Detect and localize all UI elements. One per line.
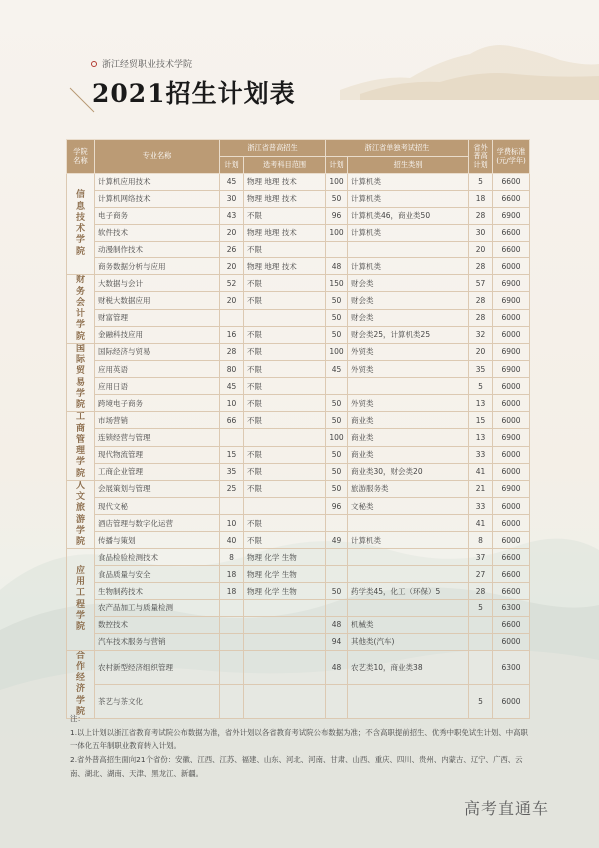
single-plan-cell: 94 (326, 633, 348, 650)
fee-cell: 6000 (493, 633, 530, 650)
outside-plan-cell: 33 (469, 446, 493, 463)
fee-cell: 6900 (493, 292, 530, 309)
table-row (67, 309, 530, 326)
fee-cell: 6000 (493, 463, 530, 480)
table-row (67, 583, 530, 600)
header-subjects: 选考科目范围 (244, 157, 326, 174)
outside-plan-cell: 41 (469, 463, 493, 480)
major-cell: 生物制药技术 (95, 583, 220, 600)
outside-plan-cell: 28 (469, 207, 493, 224)
subjects-cell: 不限 (244, 241, 326, 258)
plan-cell: 35 (220, 463, 244, 480)
fee-cell: 6000 (493, 515, 530, 532)
table-row (67, 600, 530, 617)
fee-cell: 6900 (493, 480, 530, 497)
single-plan-cell: 48 (326, 258, 348, 275)
category-cell: 药学类45，化工（环保）5 (348, 583, 469, 600)
college-name-cell (67, 549, 95, 650)
major-cell: 连锁经营与管理 (95, 429, 220, 446)
major-cell: 大数据与会计 (95, 275, 220, 292)
header-college: 学院 名称 (67, 140, 95, 174)
college-name: 国际贸易学院 (75, 343, 85, 411)
mountain-illustration-top (340, 30, 599, 100)
plan-cell (220, 650, 244, 684)
category-cell (348, 600, 469, 617)
fee-cell: 6000 (493, 532, 530, 549)
plan-cell: 10 (220, 395, 244, 412)
header-plan-single: 计划 (326, 157, 348, 174)
plan-cell: 20 (220, 292, 244, 309)
outside-plan-cell: 33 (469, 497, 493, 514)
major-cell: 跨境电子商务 (95, 395, 220, 412)
college-name: 工商管理学院 (75, 412, 85, 479)
outside-plan-cell: 57 (469, 275, 493, 292)
category-cell: 农艺类10，商业类38 (348, 650, 469, 684)
fee-cell: 6900 (493, 275, 530, 292)
category-cell: 计算机类46，商业类50 (348, 207, 469, 224)
major-cell: 茶艺与茶文化 (95, 684, 220, 718)
table-row (67, 515, 530, 532)
header-fee: 学费标准 (元/学年) (493, 140, 530, 174)
fee-cell: 6000 (493, 446, 530, 463)
college-name: 财务会计学院 (75, 275, 85, 342)
plan-cell: 20 (220, 224, 244, 241)
plan-cell: 20 (220, 258, 244, 275)
table-row (67, 190, 530, 207)
major-cell: 计算机网络技术 (95, 190, 220, 207)
single-plan-cell: 45 (326, 360, 348, 377)
outside-plan-cell (469, 616, 493, 633)
single-plan-cell: 100 (326, 174, 348, 191)
category-cell: 商业类30，财会类20 (348, 463, 469, 480)
major-cell: 现代物流管理 (95, 446, 220, 463)
single-plan-cell (326, 515, 348, 532)
outside-plan-cell: 35 (469, 360, 493, 377)
plan-cell: 18 (220, 566, 244, 583)
subjects-cell: 不限 (244, 292, 326, 309)
category-cell: 商业类 (348, 446, 469, 463)
outside-plan-cell (469, 633, 493, 650)
fee-cell: 6000 (493, 684, 530, 718)
subjects-cell (244, 650, 326, 684)
table-row (67, 633, 530, 650)
single-plan-cell: 50 (326, 583, 348, 600)
fee-cell: 6600 (493, 190, 530, 207)
subjects-cell: 不限 (244, 446, 326, 463)
subjects-cell (244, 429, 326, 446)
header-category: 招生类别 (348, 157, 469, 174)
fee-cell: 6900 (493, 429, 530, 446)
subjects-cell (244, 633, 326, 650)
category-cell: 其他类(汽车) (348, 633, 469, 650)
plan-cell: 45 (220, 378, 244, 395)
table-row (67, 532, 530, 549)
subjects-cell: 不限 (244, 207, 326, 224)
major-cell: 传播与策划 (95, 532, 220, 549)
subjects-cell: 物理 地理 技术 (244, 174, 326, 191)
plan-cell (220, 429, 244, 446)
outside-plan-cell: 28 (469, 309, 493, 326)
table-row (67, 378, 530, 395)
category-cell: 机械类 (348, 616, 469, 633)
category-cell: 计算机类 (348, 190, 469, 207)
plan-cell (220, 497, 244, 514)
subjects-cell: 不限 (244, 378, 326, 395)
category-cell: 外贸类 (348, 343, 469, 360)
college-name-cell (67, 174, 95, 275)
single-plan-cell: 150 (326, 275, 348, 292)
plan-cell: 66 (220, 412, 244, 429)
category-cell (348, 566, 469, 583)
table-row (67, 360, 530, 377)
major-cell: 农村新型经济组织管理 (95, 650, 220, 684)
fee-cell: 6600 (493, 616, 530, 633)
category-cell: 财会类25，计算机类25 (348, 326, 469, 343)
college-name-cell (67, 343, 95, 412)
fee-cell: 6900 (493, 343, 530, 360)
category-cell: 财会类 (348, 292, 469, 309)
outside-plan-cell: 5 (469, 600, 493, 617)
category-cell: 旅游服务类 (348, 480, 469, 497)
plan-cell: 15 (220, 446, 244, 463)
bullet-circle-icon (91, 61, 97, 67)
single-plan-cell (326, 566, 348, 583)
category-cell: 计算机类 (348, 258, 469, 275)
plan-cell (220, 600, 244, 617)
subjects-cell: 物理 地理 技术 (244, 258, 326, 275)
category-cell: 计算机类 (348, 532, 469, 549)
table-row (67, 258, 530, 275)
subjects-cell: 不限 (244, 275, 326, 292)
college-name-cell (67, 275, 95, 344)
plan-cell: 52 (220, 275, 244, 292)
outside-plan-cell: 41 (469, 515, 493, 532)
table-row (67, 174, 530, 191)
table-row (67, 480, 530, 497)
outside-plan-cell: 18 (469, 190, 493, 207)
major-cell: 应用日语 (95, 378, 220, 395)
college-name: 人文旅游学院 (75, 480, 85, 548)
watermark-text: 高考直通车 (464, 799, 550, 818)
table-row (67, 224, 530, 241)
outside-plan-cell: 37 (469, 549, 493, 566)
fee-cell: 6000 (493, 497, 530, 514)
plan-cell: 26 (220, 241, 244, 258)
outside-plan-cell: 21 (469, 480, 493, 497)
fee-cell: 6600 (493, 224, 530, 241)
table-row (67, 207, 530, 224)
category-cell (348, 378, 469, 395)
note-line-2: 2.省外普高招生面向21个省份：安徽、江西、江苏、福建、山东、河北、河南、甘肃、山西、重庆、四川、贵州、内蒙古、辽宁、广西、云南、湖北、湖南、天津、黑龙江、新疆。 (70, 755, 523, 778)
category-cell: 财会类 (348, 309, 469, 326)
major-cell: 食品检验检测技术 (95, 549, 220, 566)
table-row (67, 395, 530, 412)
fee-cell: 6000 (493, 395, 530, 412)
subjects-cell (244, 497, 326, 514)
major-cell: 食品质量与安全 (95, 566, 220, 583)
outside-plan-cell: 28 (469, 258, 493, 275)
fee-cell: 6000 (493, 378, 530, 395)
fee-cell: 6000 (493, 412, 530, 429)
category-cell: 商业类 (348, 412, 469, 429)
outside-plan-cell: 30 (469, 224, 493, 241)
outside-plan-cell: 5 (469, 684, 493, 718)
subjects-cell: 不限 (244, 463, 326, 480)
subjects-cell: 物理 化学 生物 (244, 583, 326, 600)
header-province-group: 浙江省普高招生 (220, 140, 326, 157)
fee-cell: 6000 (493, 309, 530, 326)
major-cell: 动漫制作技术 (95, 241, 220, 258)
major-cell: 酒店管理与数字化运营 (95, 515, 220, 532)
major-cell: 财富管理 (95, 309, 220, 326)
table-row (67, 292, 530, 309)
header-single-exam-group: 浙江省单独考试招生 (326, 140, 469, 157)
major-cell: 现代文秘 (95, 497, 220, 514)
single-plan-cell (326, 378, 348, 395)
fee-cell: 6900 (493, 207, 530, 224)
subjects-cell: 不限 (244, 395, 326, 412)
outside-plan-cell: 15 (469, 412, 493, 429)
subjects-cell: 不限 (244, 326, 326, 343)
category-cell (348, 515, 469, 532)
major-cell: 汽车技术服务与营销 (95, 633, 220, 650)
plan-cell: 30 (220, 190, 244, 207)
plan-cell (220, 309, 244, 326)
major-cell: 电子商务 (95, 207, 220, 224)
notes-heading: 注： (70, 714, 85, 723)
plan-cell: 43 (220, 207, 244, 224)
plan-cell: 16 (220, 326, 244, 343)
page-title: 2021招生计划表 (92, 79, 296, 108)
single-plan-cell: 100 (326, 224, 348, 241)
major-cell: 应用英语 (95, 360, 220, 377)
category-cell: 外贸类 (348, 360, 469, 377)
major-cell: 财税大数据应用 (95, 292, 220, 309)
single-plan-cell: 100 (326, 429, 348, 446)
outside-plan-cell: 20 (469, 241, 493, 258)
single-plan-cell: 48 (326, 616, 348, 633)
fee-cell: 6600 (493, 549, 530, 566)
fee-cell: 6300 (493, 600, 530, 617)
table-row (67, 616, 530, 633)
subjects-cell (244, 309, 326, 326)
plan-cell (220, 633, 244, 650)
category-cell (348, 549, 469, 566)
single-plan-cell: 50 (326, 292, 348, 309)
category-cell: 财会类 (348, 275, 469, 292)
single-plan-cell (326, 241, 348, 258)
major-cell: 软件技术 (95, 224, 220, 241)
category-cell: 商业类 (348, 429, 469, 446)
category-cell: 外贸类 (348, 395, 469, 412)
table-row (67, 275, 530, 292)
college-name-cell (67, 650, 95, 719)
college-name: 合作经济学院 (75, 650, 85, 717)
outside-plan-cell: 32 (469, 326, 493, 343)
single-plan-cell (326, 549, 348, 566)
single-plan-cell: 48 (326, 650, 348, 684)
subjects-cell: 不限 (244, 532, 326, 549)
single-plan-cell: 96 (326, 207, 348, 224)
major-cell: 会展策划与管理 (95, 480, 220, 497)
plan-cell (220, 616, 244, 633)
note-line-1: 1.以上计划以浙江省教育考试院公布数据为准，省外计划以各省教育考试院公布数据为准；不含高职提前招生、优秀中职免试生计划、中高职一体化五年制职业教育转入计划。 (70, 727, 528, 751)
single-plan-cell: 50 (326, 326, 348, 343)
plan-cell: 40 (220, 532, 244, 549)
header-outside-plan: 省外 普高 计划 (469, 140, 493, 174)
college-name-cell (67, 412, 95, 481)
subjects-cell: 物理 地理 技术 (244, 190, 326, 207)
table-row (67, 326, 530, 343)
single-plan-cell: 50 (326, 463, 348, 480)
category-cell: 文秘类 (348, 497, 469, 514)
plan-cell: 45 (220, 174, 244, 191)
table-row (67, 650, 530, 684)
outside-plan-cell: 27 (469, 566, 493, 583)
notes-section (70, 712, 530, 780)
plan-cell: 18 (220, 583, 244, 600)
single-plan-cell: 96 (326, 497, 348, 514)
major-cell: 计算机应用技术 (95, 174, 220, 191)
category-cell: 计算机类 (348, 224, 469, 241)
fee-cell: 6900 (493, 360, 530, 377)
fee-cell: 6600 (493, 583, 530, 600)
table-body (67, 174, 530, 719)
plan-cell: 28 (220, 343, 244, 360)
plan-cell: 80 (220, 360, 244, 377)
subjects-cell: 不限 (244, 515, 326, 532)
college-name: 应用工程学院 (75, 565, 85, 633)
plan-cell: 25 (220, 480, 244, 497)
table-row (67, 429, 530, 446)
category-cell (348, 241, 469, 258)
single-plan-cell: 50 (326, 446, 348, 463)
outside-plan-cell: 20 (469, 343, 493, 360)
major-cell: 工商企业管理 (95, 463, 220, 480)
college-name-cell (67, 480, 95, 549)
enrollment-plan-table (66, 139, 530, 719)
single-plan-cell: 50 (326, 412, 348, 429)
outside-plan-cell: 28 (469, 292, 493, 309)
school-name-text: 浙江经贸职业技术学院 (102, 60, 193, 70)
major-cell: 农产品加工与质量检测 (95, 600, 220, 617)
header-major: 专业名称 (95, 140, 220, 174)
category-cell: 计算机类 (348, 174, 469, 191)
single-plan-cell: 50 (326, 190, 348, 207)
single-plan-cell (326, 600, 348, 617)
subjects-cell: 物理 地理 技术 (244, 224, 326, 241)
major-cell: 市场营销 (95, 412, 220, 429)
table-row (67, 566, 530, 583)
single-plan-cell: 50 (326, 309, 348, 326)
single-plan-cell: 50 (326, 395, 348, 412)
table-row (67, 446, 530, 463)
fee-cell: 6600 (493, 174, 530, 191)
subjects-cell: 物理 化学 生物 (244, 549, 326, 566)
single-plan-cell: 100 (326, 343, 348, 360)
fee-cell: 6600 (493, 241, 530, 258)
major-cell: 金融科技应用 (95, 326, 220, 343)
major-cell: 商务数据分析与应用 (95, 258, 220, 275)
subjects-cell: 不限 (244, 412, 326, 429)
fee-cell: 6000 (493, 258, 530, 275)
subjects-cell: 不限 (244, 480, 326, 497)
outside-plan-cell: 8 (469, 532, 493, 549)
outside-plan-cell: 13 (469, 429, 493, 446)
table-row (67, 343, 530, 360)
table-row (67, 412, 530, 429)
single-plan-cell: 49 (326, 532, 348, 549)
outside-plan-cell: 28 (469, 583, 493, 600)
fee-cell: 6600 (493, 566, 530, 583)
outside-plan-cell: 13 (469, 395, 493, 412)
fee-cell: 6000 (493, 326, 530, 343)
table-row (67, 497, 530, 514)
outside-plan-cell: 5 (469, 174, 493, 191)
plan-cell: 8 (220, 549, 244, 566)
outside-plan-cell (469, 650, 493, 684)
subjects-cell: 不限 (244, 360, 326, 377)
outside-plan-cell: 5 (469, 378, 493, 395)
table-row (67, 463, 530, 480)
subjects-cell (244, 600, 326, 617)
plan-cell: 10 (220, 515, 244, 532)
fee-cell: 6300 (493, 650, 530, 684)
college-name: 信息技术学院 (75, 190, 85, 257)
header-plan: 计划 (220, 157, 244, 174)
subjects-cell (244, 616, 326, 633)
major-cell: 数控技术 (95, 616, 220, 633)
single-plan-cell: 50 (326, 480, 348, 497)
subjects-cell: 不限 (244, 343, 326, 360)
table-row (67, 241, 530, 258)
major-cell: 国际经济与贸易 (95, 343, 220, 360)
table-row (67, 549, 530, 566)
school-name (91, 57, 192, 70)
subjects-cell: 物理 化学 生物 (244, 566, 326, 583)
